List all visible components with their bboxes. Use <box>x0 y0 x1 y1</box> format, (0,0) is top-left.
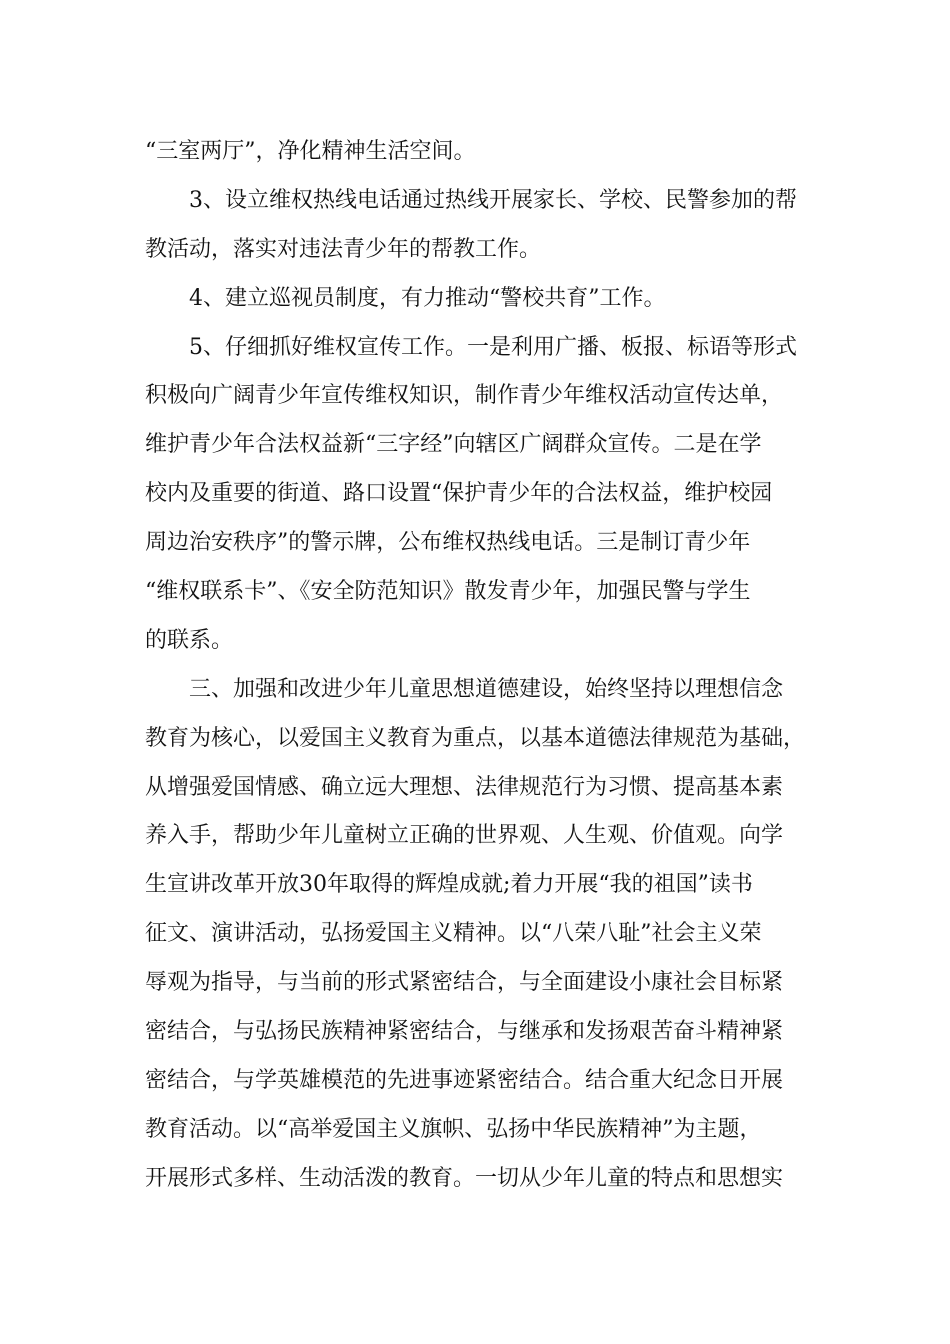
text-line: “维权联系卡”、《安全防范知识》散发青少年，加强民警与学生 <box>145 579 751 605</box>
text-line: 校内及重要的街道、路口设置“保护青少年的合法权益，维护校园 <box>145 481 773 507</box>
text-line: 3、设立维权热线电话通过热线开展家长、学校、民警参加的帮 <box>189 187 797 213</box>
text-line: 养入手，帮助少年儿童树立正确的世界观、人生观、价值观。向学 <box>145 823 784 849</box>
text-line: 密结合，与学英雄模范的先进事迹紧密结合。结合重大纪念日开展 <box>145 1067 784 1093</box>
body-text <box>145 128 810 1204</box>
text-line: 周边治安秩序”的警示牌，公布维权热线电话。三是制订青少年 <box>145 530 751 556</box>
text-line: 辱观为指导，与当前的形式紧密结合，与全面建设小康社会目标紧 <box>145 970 784 996</box>
text-line: 征文、演讲活动，弘扬爱国主义精神。以“八荣八耻”社会主义荣 <box>145 921 762 947</box>
text-line: 密结合，与弘扬民族精神紧密结合，与继承和发扬艰苦奋斗精神紧 <box>145 1019 784 1045</box>
text-line: 三、加强和改进少年儿童思想道德建设，始终坚持以理想信念 <box>189 676 784 702</box>
text-line: 5、仔细抓好维权宣传工作。一是利用广播、板报、标语等形式 <box>189 334 797 360</box>
text-line: 从增强爱国情感、确立远大理想、法律规范行为习惯、提高基本素 <box>145 774 784 800</box>
text-line: 4、建立巡视员制度，有力推动“警校共育”工作。 <box>189 285 666 311</box>
text-line: 教育为核心，以爱国主义教育为重点，以基本道德法律规范为基础， <box>145 725 806 751</box>
text-line: 维护青少年合法权益新“三字经”向辖区广阔群众宣传。二是在学 <box>145 432 762 458</box>
text-line: 的联系。 <box>145 627 234 653</box>
text-line: 教育活动。以“高举爱国主义旗帜、弘扬中华民族精神”为主题， <box>145 1116 762 1142</box>
text-line: 积极向广阔青少年宣传维权知识，制作青少年维权活动宣传达单， <box>145 383 784 409</box>
text-line: 教活动，落实对违法青少年的帮教工作。 <box>145 236 542 262</box>
text-line: 生宣讲改革开放30年取得的辉煌成就;着力开展“我的祖国”读书 <box>145 872 753 898</box>
text-line: “三室两厅”，净化精神生活空间。 <box>145 139 476 164</box>
text-line: 开展形式多样、生动活泼的教育。一切从少年儿童的特点和思想实 <box>145 1165 784 1191</box>
